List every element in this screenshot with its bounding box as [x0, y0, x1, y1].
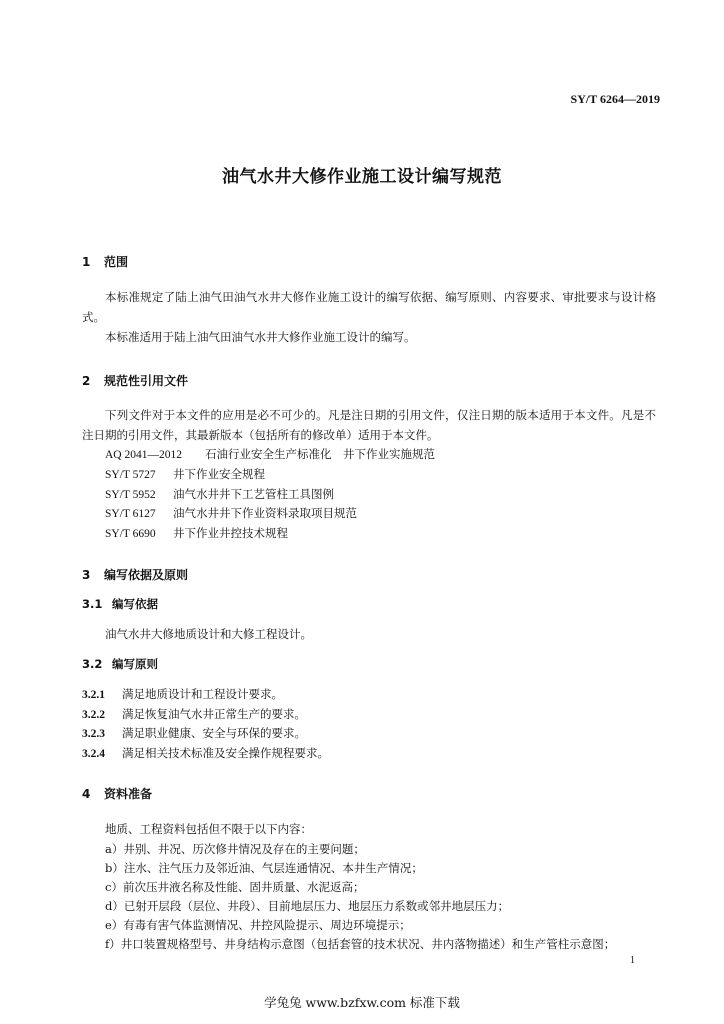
- list-item: a）井别、井况、历次修井情况及存在的主要问题；: [105, 842, 365, 856]
- clause-number: 3.2.4: [82, 748, 105, 760]
- reference-item: [105, 446, 435, 462]
- reference-code: AQ 2041—2012: [105, 449, 182, 461]
- list-item: d）已射开层段（层位、井段）、目前地层压力、地层压力系数或邻井地层压力；: [105, 899, 510, 913]
- subsection-3-2-heading: [82, 656, 158, 672]
- list-item: b）注水、注气压力及邻近油、气层连通情况、本井生产情况；: [105, 861, 423, 875]
- subsection-title: 编写依据: [112, 597, 158, 611]
- subsection-3-1-heading: [82, 596, 158, 612]
- page-number: 1: [630, 955, 635, 966]
- clause-number: 3.2.3: [82, 728, 105, 740]
- document-code: SY/T 6264—2019: [570, 92, 660, 106]
- reference-code: SY/T 5952: [105, 489, 156, 501]
- clause-item: [82, 686, 283, 702]
- paragraph: 下列文件对于本文件的应用是必不可少的。凡是注日期的引用文件，仅注日期的版本适用于本文件。凡是不注日期的引用文件，其最新版本（包括所有的修改单）适用于本文件。: [82, 408, 656, 442]
- paragraph: 本标准规定了陆上油气田油气水井大修作业施工设计的编写依据、编写原则、内容要求、审批要求与设计格式。: [82, 290, 656, 324]
- paragraph: 地质、工程资料包括但不限于以下内容：: [105, 822, 312, 836]
- reference-item: [105, 525, 288, 541]
- clause-number: 3.2.2: [82, 709, 105, 721]
- reference-title: 井下作业井控技术规程: [173, 526, 288, 540]
- paragraph: 油气水井大修地质设计和大修工程设计。: [105, 627, 312, 641]
- section-number: 2: [82, 374, 91, 388]
- paragraph: 本标准适用于陆上油气田油气水井大修作业施工设计的编写。: [105, 330, 416, 344]
- section-3-heading: [82, 566, 188, 583]
- reference-code: SY/T 6127: [105, 508, 156, 520]
- section-title: 资料准备: [104, 787, 153, 801]
- reference-title: 石油行业安全生产标准化 井下作业实施规范: [205, 447, 435, 461]
- clause-number: 3.2.1: [82, 689, 105, 701]
- reference-item: [105, 486, 334, 502]
- section-1-heading: [82, 253, 128, 270]
- document-title: 油气水井大修作业施工设计编写规范: [222, 167, 502, 187]
- reference-code: SY/T 6690: [105, 528, 156, 540]
- subsection-number: 3.2: [82, 657, 103, 671]
- clause-text: 满足恢复油气水井正常生产的要求。: [122, 707, 306, 721]
- subsection-title: 编写原则: [112, 657, 158, 671]
- clause-text: 满足地质设计和工程设计要求。: [122, 687, 283, 701]
- section-number: 1: [82, 255, 91, 269]
- section-number: 4: [82, 787, 91, 801]
- section-2-heading: [82, 372, 188, 389]
- footer-watermark: 学兔兔 www.bzfxw.com 标准下载: [264, 995, 460, 1010]
- reference-item: [105, 466, 265, 482]
- reference-title: 井下作业安全规程: [173, 467, 265, 481]
- clause-item: [82, 706, 306, 722]
- reference-item: [105, 505, 357, 521]
- section-4-heading: [82, 785, 152, 802]
- section-number: 3: [82, 568, 91, 582]
- section-title: 规范性引用文件: [104, 374, 189, 388]
- reference-title: 油气水井井下工艺管柱工具图例: [173, 487, 334, 501]
- clause-item: [82, 745, 329, 761]
- reference-title: 油气水井井下作业资料录取项目规范: [173, 506, 357, 520]
- section-title: 编写依据及原则: [104, 568, 189, 582]
- clause-text: 满足相关技术标准及安全操作规程要求。: [122, 746, 329, 760]
- list-item: c）前次压井液名称及性能、固井质量、水泥返高；: [105, 880, 365, 894]
- reference-code: SY/T 5727: [105, 469, 156, 481]
- list-item: f）井口装置规格型号、井身结构示意图（包括套管的技术状况、井内落物描述）和生产管柱示意图；: [105, 937, 616, 951]
- section-title: 范围: [104, 255, 129, 269]
- subsection-number: 3.1: [82, 597, 103, 611]
- list-item: e）有毒有害气体监测情况、井控风险提示、周边环境提示；: [105, 918, 411, 932]
- clause-text: 满足职业健康、安全与环保的要求。: [122, 726, 306, 740]
- clause-item: [82, 725, 306, 741]
